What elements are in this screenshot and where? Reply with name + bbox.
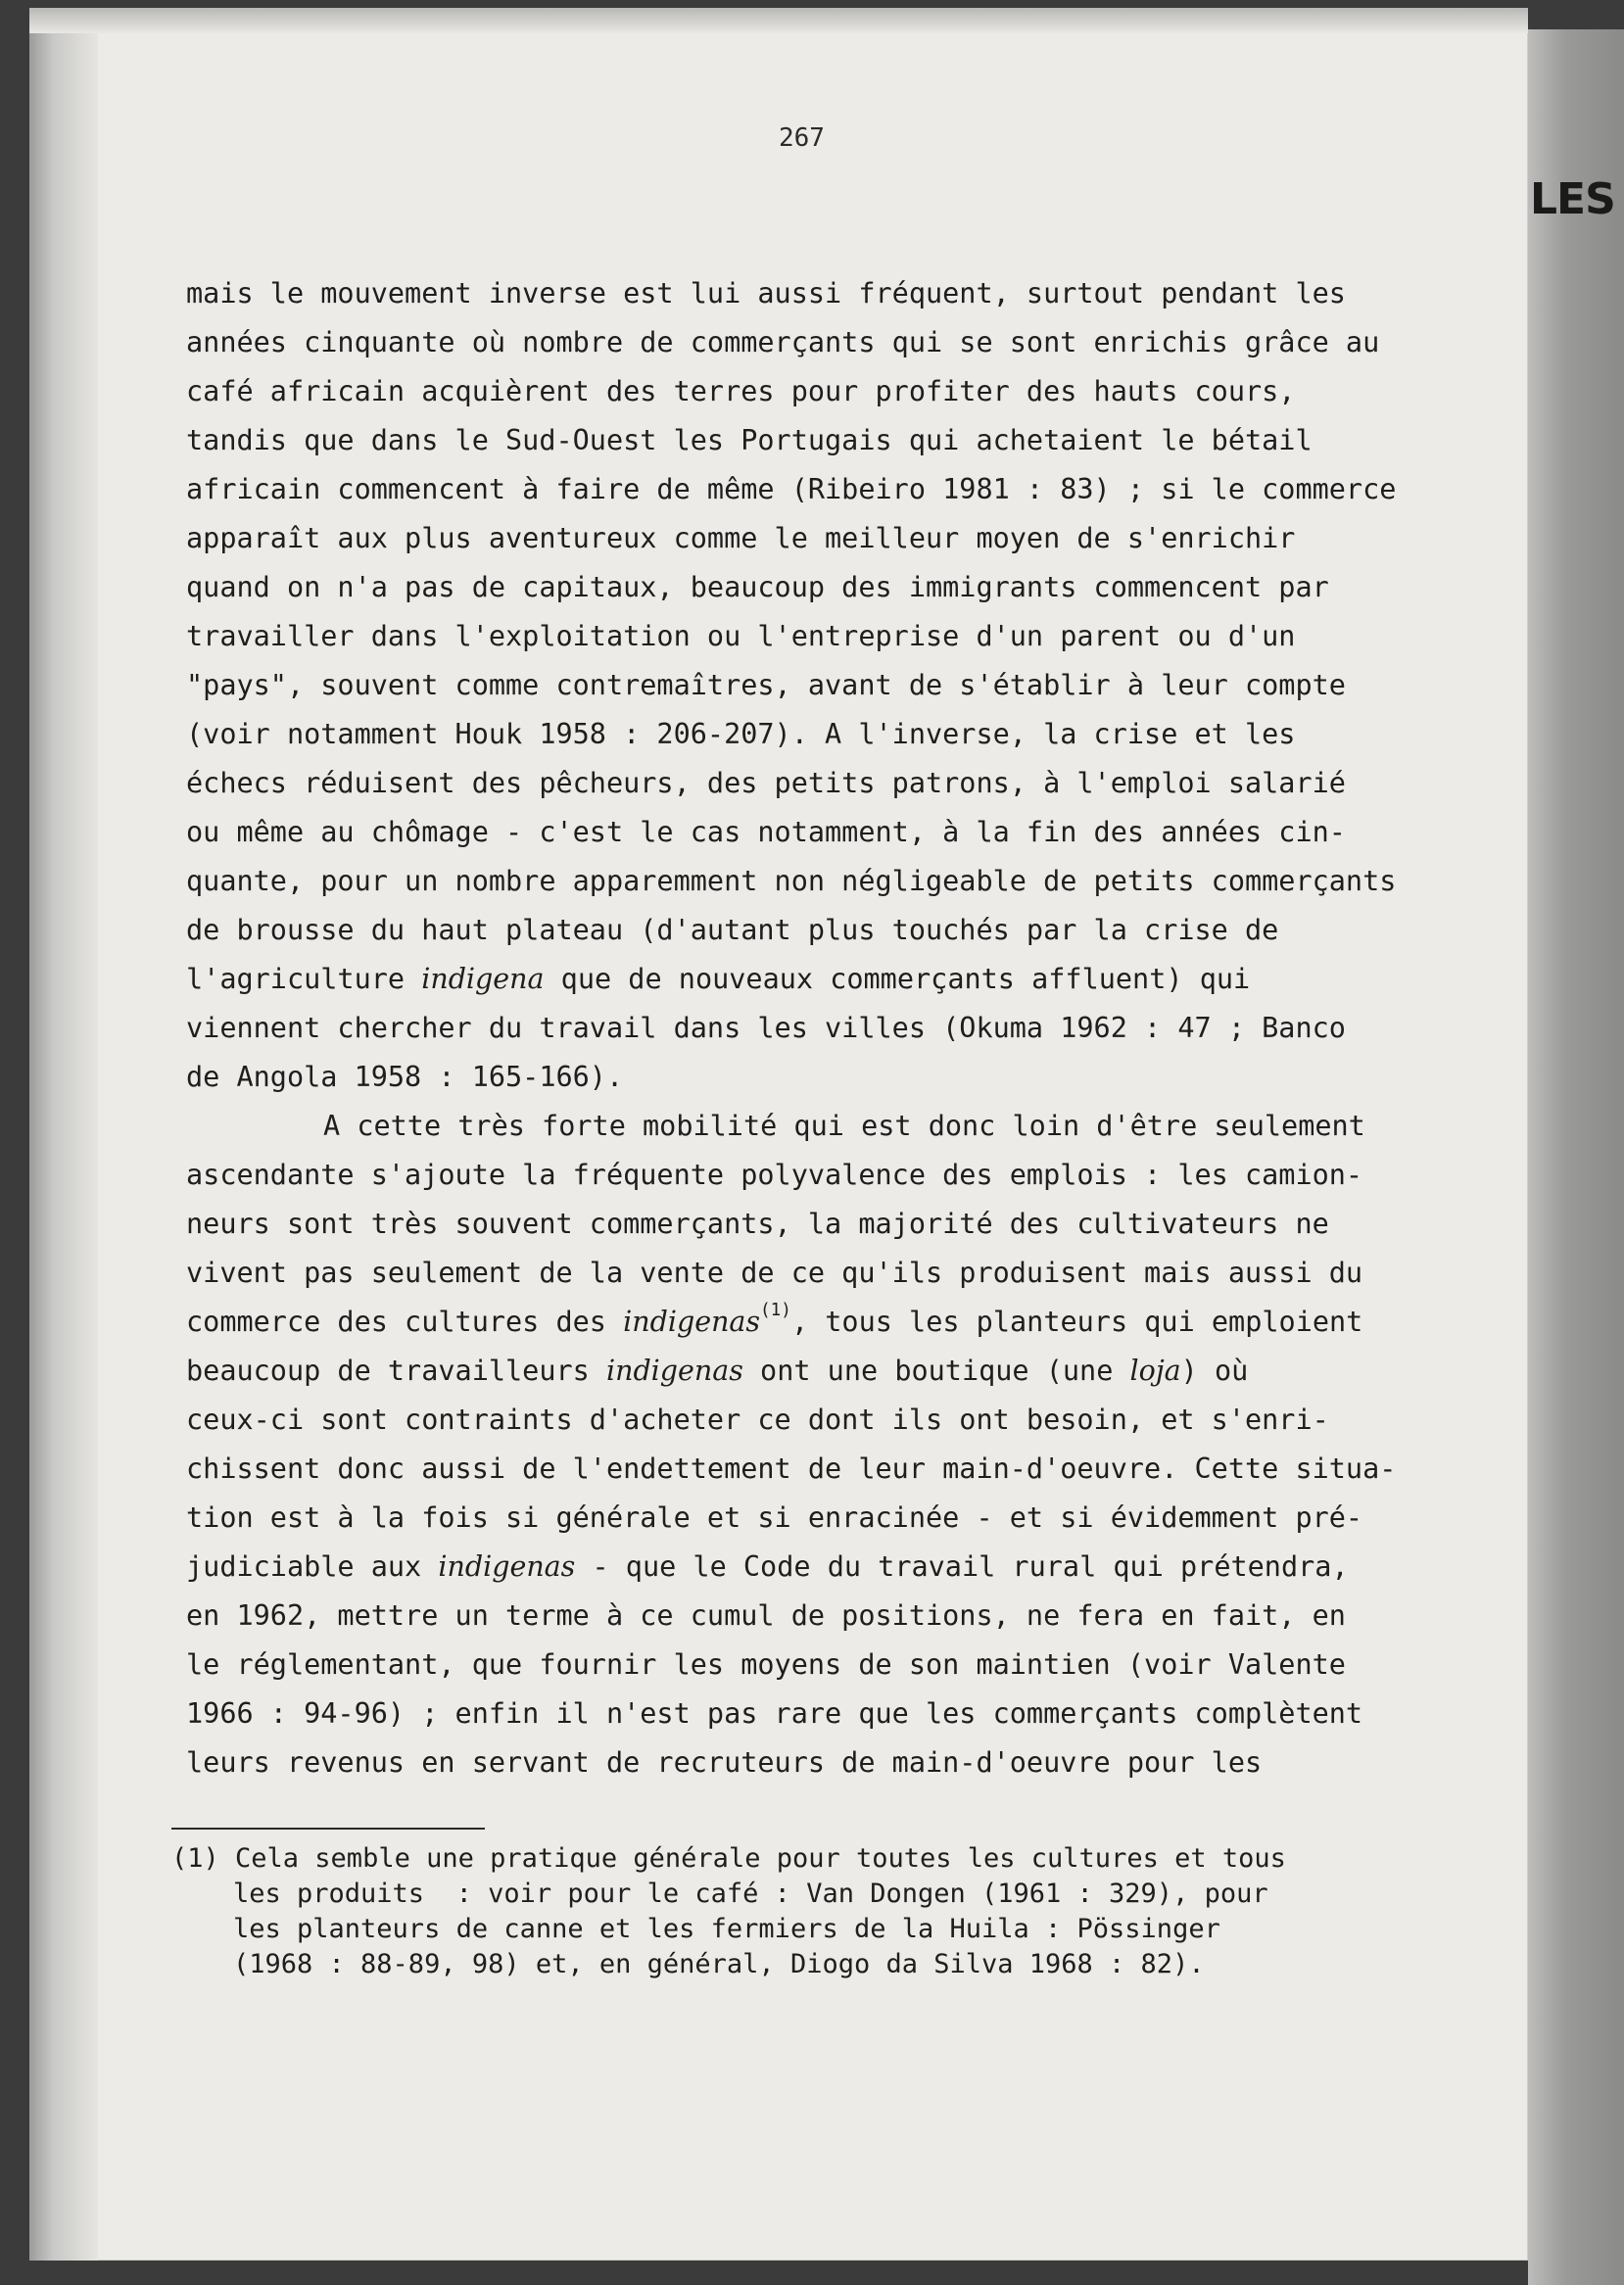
body-text: - que le Code du travail rural qui prétendra, <box>575 1550 1349 1583</box>
body-text: ) où <box>1180 1355 1249 1387</box>
footnote-ref: (1) <box>760 1301 791 1321</box>
body-line: ascendante s'ajoute la fréquente polyvalence des emplois : les camion- <box>186 1159 1363 1191</box>
italic-term: indigenas <box>438 1550 576 1583</box>
adjacent-page-word: LES <box>1530 174 1615 224</box>
body-line: échecs réduisent des pêcheurs, des petits patrons, à l'emploi salarié <box>186 767 1346 799</box>
body-text: l'agriculture <box>186 963 422 995</box>
body-line: tandis que dans le Sud-Ouest les Portugais qui achetaient le bétail <box>186 424 1313 456</box>
page-left-shadow <box>29 8 98 2261</box>
footnote-line: les planteurs de canne et les fermiers de la Huila : Pössinger <box>233 1914 1220 1944</box>
body-line: de brousse du haut plateau (d'autant plus touchés par la crise de <box>186 914 1279 946</box>
paragraph-first-line: A cette très forte mobilité qui est donc loin d'être seulement <box>323 1110 1365 1142</box>
body-line <box>186 1301 1363 1338</box>
body-line: apparaît aux plus aventureux comme le meilleur moyen de s'enrichir <box>186 522 1296 554</box>
body-line: vivent pas seulement de la vente de ce qu'ils produisent mais aussi du <box>186 1257 1363 1289</box>
body-line: africain commencent à faire de même (Ribeiro 1981 : 83) ; si le commerce <box>186 473 1397 505</box>
footnote-line: (1968 : 88-89, 98) et, en général, Diogo da Silva 1968 : 82). <box>233 1949 1205 1979</box>
body-line: chissent donc aussi de l'endettement de leur main-d'oeuvre. Cette situa- <box>186 1452 1397 1485</box>
body-line: (voir notamment Houk 1958 : 206-207). A l'inverse, la crise et les <box>186 718 1296 750</box>
body-line: neurs sont très souvent commerçants, la majorité des cultivateurs ne <box>186 1208 1329 1240</box>
body-text: beaucoup de travailleurs <box>186 1355 606 1387</box>
body-text: , tous les planteurs qui emploient <box>790 1306 1363 1338</box>
footnote-rule <box>171 1828 485 1830</box>
italic-term: indigena <box>421 963 545 995</box>
body-text: judiciable aux <box>186 1550 439 1583</box>
page-number: 267 <box>779 123 825 153</box>
body-line <box>186 1357 1248 1386</box>
body-line: tion est à la fois si générale et si enracinée - et si évidemment pré- <box>186 1501 1363 1534</box>
body-line: ou même au chômage - c'est le cas notamment, à la fin des années cin- <box>186 816 1346 848</box>
body-line: café africain acquièrent des terres pour profiter des hauts cours, <box>186 375 1296 407</box>
footnote-line: les produits : voir pour le café : Van Dongen (1961 : 329), pour <box>233 1879 1268 1909</box>
body-line: 1966 : 94-96) ; enfin il n'est pas rare que les commerçants complètent <box>186 1697 1363 1730</box>
body-line: viennent chercher du travail dans les villes (Okuma 1962 : 47 ; Banco <box>186 1012 1346 1044</box>
body-line: en 1962, mettre un terme à ce cumul de positions, ne fera en fait, en <box>186 1599 1346 1632</box>
italic-term: indigenas <box>623 1306 761 1338</box>
italic-term: indigenas <box>605 1355 743 1387</box>
body-line: le réglementant, que fournir les moyens de son maintien (voir Valente <box>186 1648 1346 1681</box>
body-line <box>186 1550 1349 1583</box>
body-line <box>186 963 1251 995</box>
body-line: travailler dans l'exploitation ou l'entreprise d'un parent ou d'un <box>186 620 1296 652</box>
page-top-shadow <box>29 8 1528 33</box>
italic-term: loja <box>1129 1355 1181 1387</box>
body-line: "pays", souvent comme contremaîtres, avant de s'établir à leur compte <box>186 669 1346 701</box>
footnote-line: (1) Cela semble une pratique générale pour toutes les cultures et tous <box>171 1843 1286 1874</box>
body-text: commerce des cultures des <box>186 1306 624 1338</box>
body-line: de Angola 1958 : 165-166). <box>186 1061 624 1093</box>
body-text: que de nouveaux commerçants affluent) qui <box>544 963 1251 995</box>
body-line: mais le mouvement inverse est lui aussi fréquent, surtout pendant les <box>186 277 1346 309</box>
body-text: ont une boutique (une <box>742 1355 1130 1387</box>
body-line: quand on n'a pas de capitaux, beaucoup des immigrants commencent par <box>186 571 1329 603</box>
adjacent-page-strip <box>1528 29 1624 2285</box>
body-line: quante, pour un nombre apparemment non négligeable de petits commerçants <box>186 865 1397 897</box>
body-line: leurs revenus en servant de recruteurs de main-d'oeuvre pour les <box>186 1746 1263 1779</box>
body-line: ceux-ci sont contraints d'acheter ce dont ils ont besoin, et s'enri- <box>186 1404 1329 1436</box>
body-line: années cinquante où nombre de commerçants qui se sont enrichis grâce au <box>186 326 1380 358</box>
